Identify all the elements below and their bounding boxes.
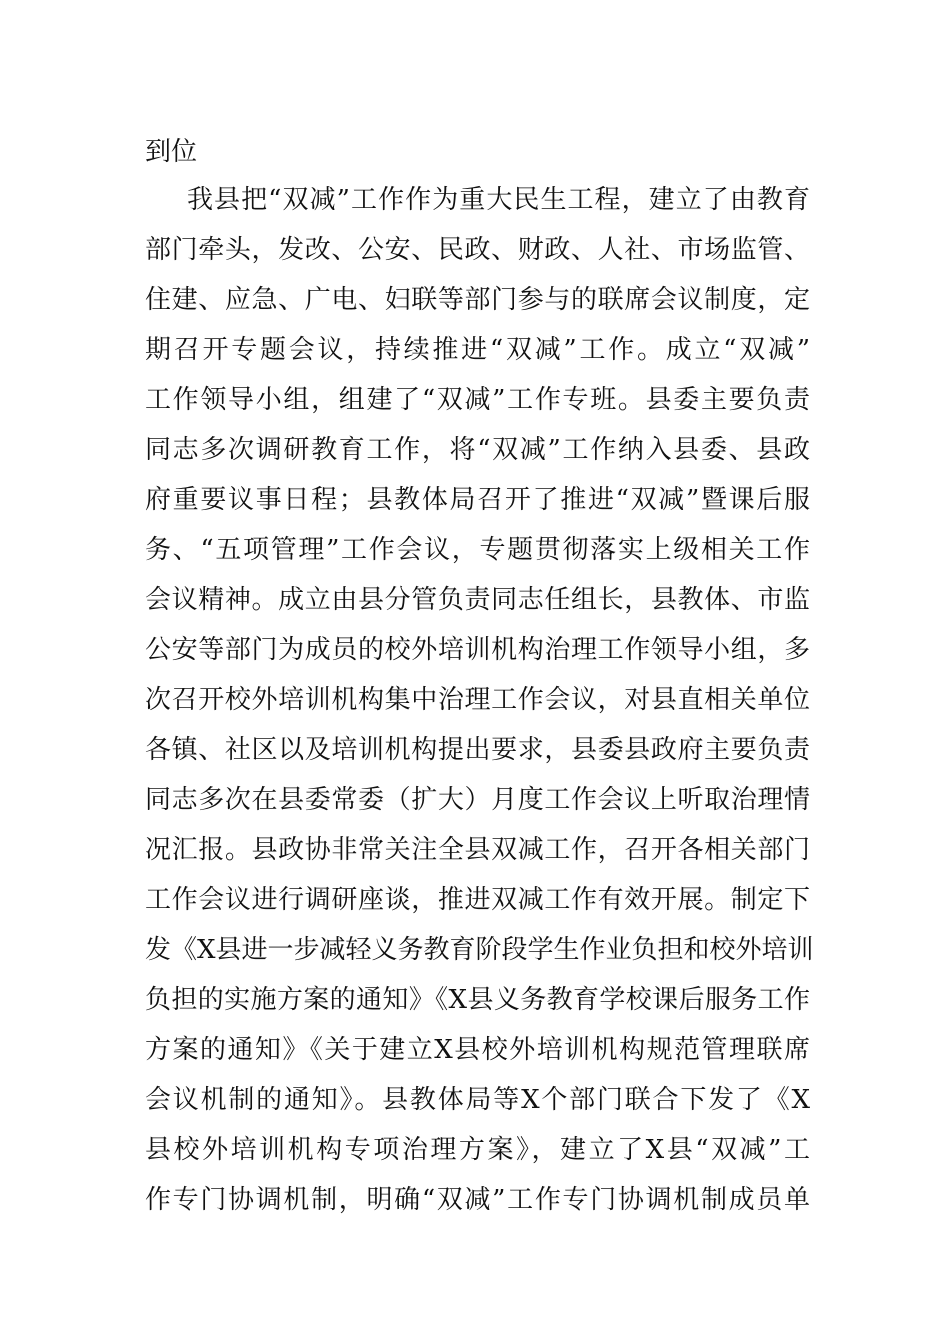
text-line-9: 务、“五项管理”工作会议，专题贯彻落实上级相关工作 xyxy=(145,535,810,565)
text-line-3: 部门牵头，发改、公安、民政、财政、人社、市场监管、 xyxy=(145,235,810,265)
text-line-11: 公安等部门为成员的校外培训机构治理工作领导小组，多 xyxy=(145,635,810,665)
text-line-22: 作专门协调机制，明确“双减”工作专门协调机制成员单 xyxy=(145,1185,810,1215)
text-line-2: 我县把“双减”工作作为重大民生工程，建立了由教育 xyxy=(187,185,810,215)
text-line-20: 会议机制的通知》。县教体局等X个部门联合下发了《X xyxy=(145,1085,810,1115)
text-line-19: 方案的通知》《关于建立X县校外培训机构规范管理联席 xyxy=(145,1035,810,1065)
text-line-4: 住建、应急、广电、妇联等部门参与的联席会议制度，定 xyxy=(145,285,810,315)
text-line-10: 会议精神。成立由县分管负责同志任组长，县教体、市监 xyxy=(145,585,810,615)
text-line-21: 县校外培训机构专项治理方案》，建立了X县“双减”工 xyxy=(145,1135,810,1165)
text-line-13: 各镇、社区以及培训机构提出要求，县委县政府主要负责 xyxy=(145,735,810,765)
text-line-18: 负担的实施方案的通知》《X县义务教育学校课后服务工作 xyxy=(145,985,810,1015)
text-line-6: 工作领导小组，组建了“双减”工作专班。县委主要负责 xyxy=(145,385,810,415)
text-line-17: 发《X县进一步减轻义务教育阶段学生作业负担和校外培训 xyxy=(145,935,814,965)
text-line-12: 次召开校外培训机构集中治理工作会议，对县直相关单位 xyxy=(145,685,810,715)
text-line-8: 府重要议事日程；县教体局召开了推进“双减”暨课后服 xyxy=(145,485,810,515)
text-line-14: 同志多次在县委常委（扩大）月度工作会议上听取治理情 xyxy=(145,785,810,815)
text-line-15: 况汇报。县政协非常关注全县双减工作，召开各相关部门 xyxy=(145,835,810,865)
text-line-5: 期召开专题会议，持续推进“双减”工作。成立“双减” xyxy=(145,335,810,365)
text-line-16: 工作会议进行调研座谈，推进双减工作有效开展。制定下 xyxy=(145,885,810,915)
text-line-1: 到位 xyxy=(145,137,198,167)
text-line-7: 同志多次调研教育工作，将“双减”工作纳入县委、县政 xyxy=(145,435,810,465)
